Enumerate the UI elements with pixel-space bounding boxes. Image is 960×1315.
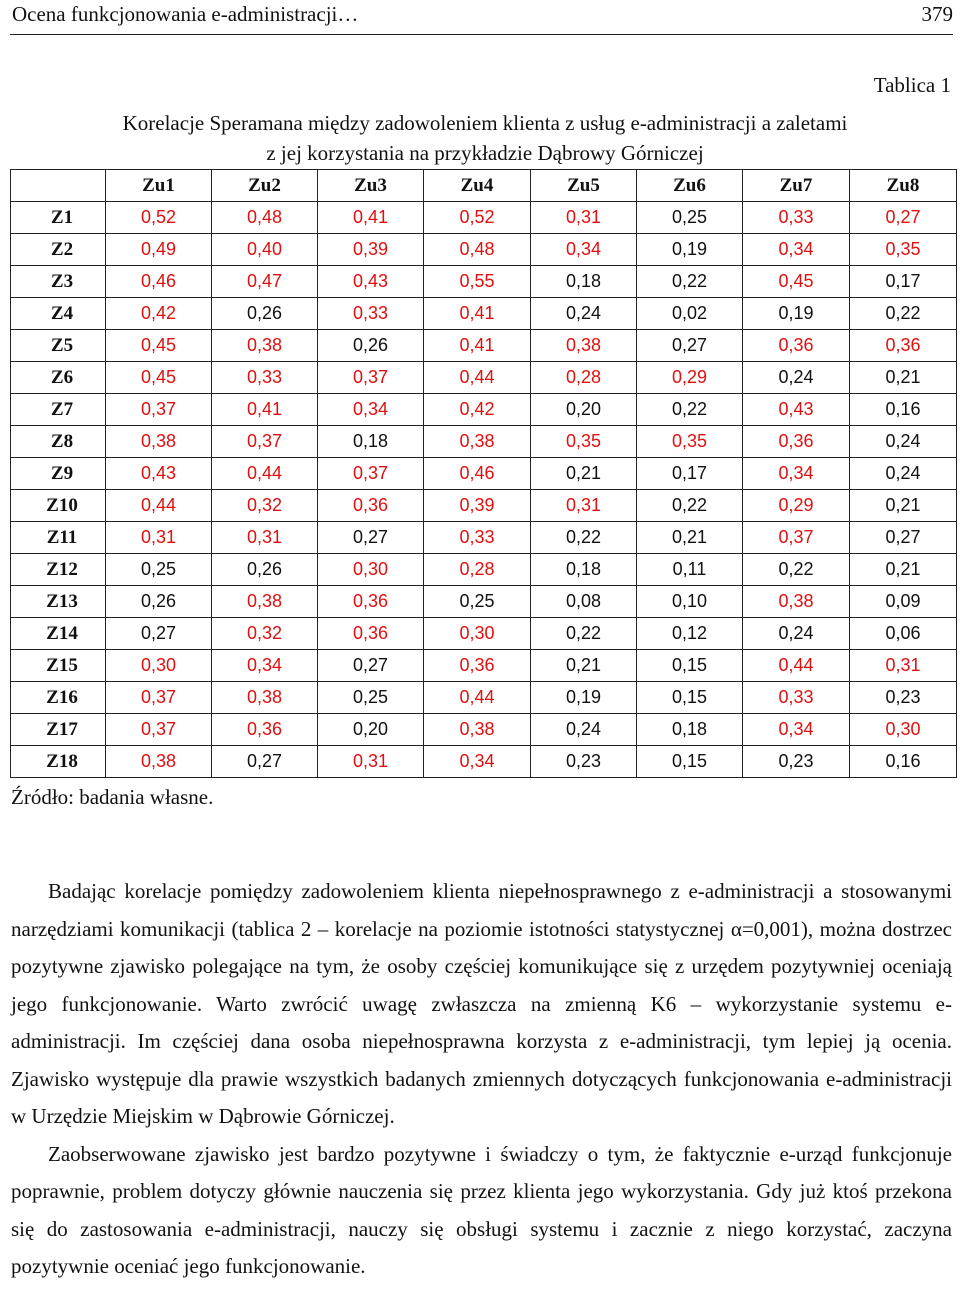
table-cell: 0,16 [850, 394, 957, 426]
column-header: Zu1 [106, 170, 212, 202]
table-cell: 0,25 [424, 586, 531, 618]
table-cell: 0,33 [424, 522, 531, 554]
table-cell: 0,22 [743, 554, 850, 586]
table-cell: 0,34 [212, 650, 318, 682]
table-cell: 0,32 [212, 618, 318, 650]
table-cell: 0,36 [212, 714, 318, 746]
table-cell: 0,06 [850, 618, 957, 650]
table-cell: 0,33 [212, 362, 318, 394]
table-cell: 0,36 [318, 490, 424, 522]
table-cell: 0,36 [318, 586, 424, 618]
table-cell: 0,28 [531, 362, 637, 394]
table-cell: 0,33 [743, 682, 850, 714]
table-cell: 0,41 [212, 394, 318, 426]
row-header: Z1 [11, 202, 106, 234]
correlation-table [10, 169, 957, 778]
table-row [11, 490, 957, 522]
table-cell: 0,24 [850, 426, 957, 458]
column-header: Zu5 [531, 170, 637, 202]
table-row [11, 554, 957, 586]
table-cell: 0,17 [850, 266, 957, 298]
table-cell: 0,27 [637, 330, 743, 362]
table-cell: 0,26 [106, 586, 212, 618]
table-cell: 0,23 [531, 746, 637, 778]
table-cell: 0,22 [637, 490, 743, 522]
table-label: Tablica 1 [873, 73, 951, 97]
table-row [11, 234, 957, 266]
table-cell: 0,21 [531, 458, 637, 490]
table-cell: 0,20 [531, 394, 637, 426]
table-cell: 0,17 [637, 458, 743, 490]
table-cell: 0,21 [531, 650, 637, 682]
table-cell: 0,27 [106, 618, 212, 650]
row-header: Z11 [11, 522, 106, 554]
table-cell: 0,15 [637, 650, 743, 682]
table-cell: 0,11 [637, 554, 743, 586]
table-row [11, 298, 957, 330]
table-cell: 0,37 [743, 522, 850, 554]
table-cell: 0,42 [106, 298, 212, 330]
table-row [11, 266, 957, 298]
table-cell: 0,33 [743, 202, 850, 234]
paragraph-1: Badając korelacje pomiędzy zadowoleniem klienta niepełnosprawnego z e-administracji a stosowanymi narzędziami komunikacji (tablica 2 – korelacje na poziomie istotności statystycznej α=0,001), można dostrzec pozytywne zjawisko polegające na tym, że osoby częściej komunikujące się z urzędem pozytywniej oceniają jego funkcjonowanie. Warto zwrócić uwagę zwłaszcza na zmienną K6 – wykorzystanie systemu e-administracji. Im częściej dana osoba niepełnosprawna korzysta z e-administracji, tym lepiej ją ocenia. Zjawisko występuje dla prawie wszystkich badanych zmiennych dotyczących funkcjonowania e-administracji w Urzędzie Miejskim w Dąbrowie Górniczej. [11, 879, 952, 1128]
row-header: Z12 [11, 554, 106, 586]
table-cell: 0,24 [531, 298, 637, 330]
table-cell: 0,46 [424, 458, 531, 490]
table-row [11, 362, 957, 394]
table-cell: 0,30 [850, 714, 957, 746]
table-cell: 0,18 [531, 266, 637, 298]
table-cell: 0,27 [318, 522, 424, 554]
table-cell: 0,36 [743, 426, 850, 458]
table-cell: 0,26 [318, 330, 424, 362]
table-cell: 0,49 [106, 234, 212, 266]
table-cell: 0,37 [106, 394, 212, 426]
table-cell: 0,43 [743, 394, 850, 426]
table-cell: 0,21 [850, 362, 957, 394]
table-caption [0, 108, 960, 168]
table-cell: 0,23 [850, 682, 957, 714]
table-cell: 0,27 [850, 202, 957, 234]
table-corner-cell [11, 170, 106, 202]
table-cell: 0,24 [743, 618, 850, 650]
table-cell: 0,44 [743, 650, 850, 682]
row-header: Z4 [11, 298, 106, 330]
table-cell: 0,42 [424, 394, 531, 426]
caption-line-1: Korelacje Speramana między zadowoleniem klienta z usług e-administracji a zaletami [122, 111, 848, 135]
row-header: Z8 [11, 426, 106, 458]
table-cell: 0,34 [743, 458, 850, 490]
paragraph-2: Zaobserwowane zjawisko jest bardzo pozytywne i świadczy o tym, że faktycznie e-urząd funkcjonuje poprawnie, problem dotyczy głównie nauczenia się przez klienta jego wykorzystania. Gdy już ktoś przekona się do zastosowania e-administracji, nauczy się obsługi systemu i zacznie z niego korzystać, zaczyna pozytywnie oceniać jego funkcjonowanie. [11, 1141, 952, 1278]
row-header: Z3 [11, 266, 106, 298]
row-header: Z17 [11, 714, 106, 746]
column-header: Zu3 [318, 170, 424, 202]
table-cell: 0,33 [318, 298, 424, 330]
caption-line-2: z jej korzystania na przykładzie Dąbrowy Górniczej [266, 141, 704, 165]
table-cell: 0,55 [424, 266, 531, 298]
row-header: Z14 [11, 618, 106, 650]
table-cell: 0,16 [850, 746, 957, 778]
table-cell: 0,34 [531, 234, 637, 266]
running-title: Ocena funkcjonowania e-administracji… [12, 2, 359, 26]
row-header: Z13 [11, 586, 106, 618]
table-cell: 0,09 [850, 586, 957, 618]
table-cell: 0,21 [850, 490, 957, 522]
table-cell: 0,31 [531, 490, 637, 522]
table-cell: 0,38 [212, 586, 318, 618]
table-cell: 0,25 [637, 202, 743, 234]
table-header-row [11, 170, 957, 202]
page-number: 379 [921, 2, 953, 26]
table-row [11, 330, 957, 362]
table-cell: 0,38 [106, 746, 212, 778]
table-cell: 0,37 [318, 458, 424, 490]
table-cell: 0,38 [212, 330, 318, 362]
table-cell: 0,43 [106, 458, 212, 490]
table-cell: 0,30 [106, 650, 212, 682]
table-cell: 0,31 [106, 522, 212, 554]
row-header: Z2 [11, 234, 106, 266]
table-cell: 0,48 [424, 234, 531, 266]
table-cell: 0,38 [531, 330, 637, 362]
table-cell: 0,37 [106, 714, 212, 746]
row-header: Z16 [11, 682, 106, 714]
row-header: Z10 [11, 490, 106, 522]
table-cell: 0,35 [531, 426, 637, 458]
table-cell: 0,37 [106, 682, 212, 714]
table-cell: 0,52 [424, 202, 531, 234]
table-row [11, 522, 957, 554]
table-cell: 0,19 [531, 682, 637, 714]
table-cell: 0,43 [318, 266, 424, 298]
table-row [11, 714, 957, 746]
table-cell: 0,29 [743, 490, 850, 522]
table-cell: 0,30 [318, 554, 424, 586]
table-cell: 0,36 [850, 330, 957, 362]
table-row [11, 202, 957, 234]
table-cell: 0,19 [743, 298, 850, 330]
table-row [11, 586, 957, 618]
table-cell: 0,31 [531, 202, 637, 234]
table-cell: 0,24 [850, 458, 957, 490]
table-row [11, 394, 957, 426]
table-cell: 0,08 [531, 586, 637, 618]
table-cell: 0,38 [106, 426, 212, 458]
table-cell: 0,22 [637, 394, 743, 426]
table-cell: 0,41 [424, 330, 531, 362]
table-cell: 0,44 [106, 490, 212, 522]
row-header: Z9 [11, 458, 106, 490]
table-cell: 0,30 [424, 618, 531, 650]
table-cell: 0,22 [531, 618, 637, 650]
table-cell: 0,39 [424, 490, 531, 522]
table-cell: 0,15 [637, 682, 743, 714]
table-cell: 0,02 [637, 298, 743, 330]
column-header: Zu2 [212, 170, 318, 202]
table-cell: 0,38 [424, 714, 531, 746]
table-cell: 0,44 [212, 458, 318, 490]
table-cell: 0,18 [637, 714, 743, 746]
column-header: Zu7 [743, 170, 850, 202]
table-row [11, 682, 957, 714]
table-cell: 0,31 [850, 650, 957, 682]
table-cell: 0,38 [424, 426, 531, 458]
row-header: Z6 [11, 362, 106, 394]
table-row [11, 618, 957, 650]
table-row [11, 650, 957, 682]
table-cell: 0,35 [850, 234, 957, 266]
table-cell: 0,27 [850, 522, 957, 554]
table-cell: 0,31 [212, 522, 318, 554]
table-cell: 0,45 [743, 266, 850, 298]
table-cell: 0,38 [743, 586, 850, 618]
column-header: Zu8 [850, 170, 957, 202]
row-header: Z7 [11, 394, 106, 426]
table-row [11, 426, 957, 458]
table-source: Źródło: badania własne. [11, 785, 214, 809]
table-cell: 0,12 [637, 618, 743, 650]
table-cell: 0,39 [318, 234, 424, 266]
table-cell: 0,22 [850, 298, 957, 330]
table-cell: 0,40 [212, 234, 318, 266]
row-header: Z15 [11, 650, 106, 682]
page-header [0, 0, 960, 44]
table-cell: 0,27 [212, 746, 318, 778]
table-cell: 0,22 [531, 522, 637, 554]
table-cell: 0,36 [743, 330, 850, 362]
table-cell: 0,15 [637, 746, 743, 778]
table-cell: 0,18 [531, 554, 637, 586]
table-cell: 0,45 [106, 362, 212, 394]
table-cell: 0,41 [424, 298, 531, 330]
table-cell: 0,18 [318, 426, 424, 458]
table-cell: 0,28 [424, 554, 531, 586]
table-cell: 0,52 [106, 202, 212, 234]
table-cell: 0,47 [212, 266, 318, 298]
table-cell: 0,21 [850, 554, 957, 586]
table-cell: 0,20 [318, 714, 424, 746]
row-header: Z5 [11, 330, 106, 362]
table-cell: 0,25 [318, 682, 424, 714]
table-cell: 0,44 [424, 362, 531, 394]
table-row [11, 746, 957, 778]
table-cell: 0,36 [318, 618, 424, 650]
table-cell: 0,25 [106, 554, 212, 586]
row-header: Z18 [11, 746, 106, 778]
table-cell: 0,27 [318, 650, 424, 682]
table-cell: 0,26 [212, 554, 318, 586]
table-cell: 0,22 [637, 266, 743, 298]
column-header: Zu4 [424, 170, 531, 202]
table-cell: 0,31 [318, 746, 424, 778]
table-cell: 0,36 [424, 650, 531, 682]
column-header: Zu6 [637, 170, 743, 202]
table-cell: 0,10 [637, 586, 743, 618]
table-cell: 0,26 [212, 298, 318, 330]
body-text [11, 873, 952, 1286]
table-cell: 0,34 [318, 394, 424, 426]
table-cell: 0,19 [637, 234, 743, 266]
table-cell: 0,34 [424, 746, 531, 778]
table-cell: 0,24 [531, 714, 637, 746]
table-cell: 0,37 [318, 362, 424, 394]
table-cell: 0,38 [212, 682, 318, 714]
table-row [11, 458, 957, 490]
table-cell: 0,37 [212, 426, 318, 458]
table-cell: 0,29 [637, 362, 743, 394]
table-cell: 0,48 [212, 202, 318, 234]
table-cell: 0,24 [743, 362, 850, 394]
table-cell: 0,34 [743, 714, 850, 746]
table-cell: 0,46 [106, 266, 212, 298]
table-cell: 0,45 [106, 330, 212, 362]
table-cell: 0,41 [318, 202, 424, 234]
table-cell: 0,34 [743, 234, 850, 266]
table-cell: 0,35 [637, 426, 743, 458]
table-cell: 0,21 [637, 522, 743, 554]
table-cell: 0,32 [212, 490, 318, 522]
table-cell: 0,23 [743, 746, 850, 778]
header-rule [10, 34, 953, 35]
table-cell: 0,44 [424, 682, 531, 714]
